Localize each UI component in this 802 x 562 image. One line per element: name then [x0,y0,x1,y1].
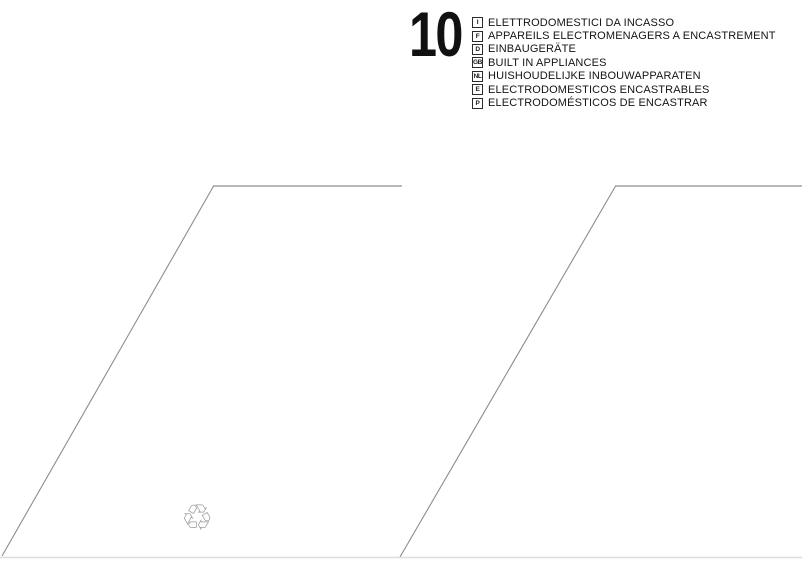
language-label: ELETTRODOMESTICI DA INCASSO [488,16,675,29]
language-label: ELECTRODOMESTICOS ENCASTRABLES [488,83,710,96]
language-label: APPAREILS ELECTROMENAGERS A ENCASTREMENT [488,30,776,43]
language-code-badge: GB [473,59,482,67]
language-code-badge: D [472,44,483,55]
language-code-badge: NL [473,72,482,80]
recycling-icon: ♲ [181,498,214,539]
language-code-badge: P [472,98,483,109]
language-code-badge: E [472,84,483,95]
language-label: ELECTRODOMÉSTICOS DE ENCASTRAR [488,97,708,110]
page-number: 10 [409,0,462,70]
language-label: HUISHOUDELIJKE INBOUWAPPARATEN [488,70,701,83]
language-label: BUILT IN APPLIANCES [488,56,607,69]
language-label: EINBAUGERÄTE [488,43,576,56]
language-code-badge: I [472,17,483,28]
right-panel-diagonal-line [400,186,616,557]
language-code-badge: F [472,31,483,42]
